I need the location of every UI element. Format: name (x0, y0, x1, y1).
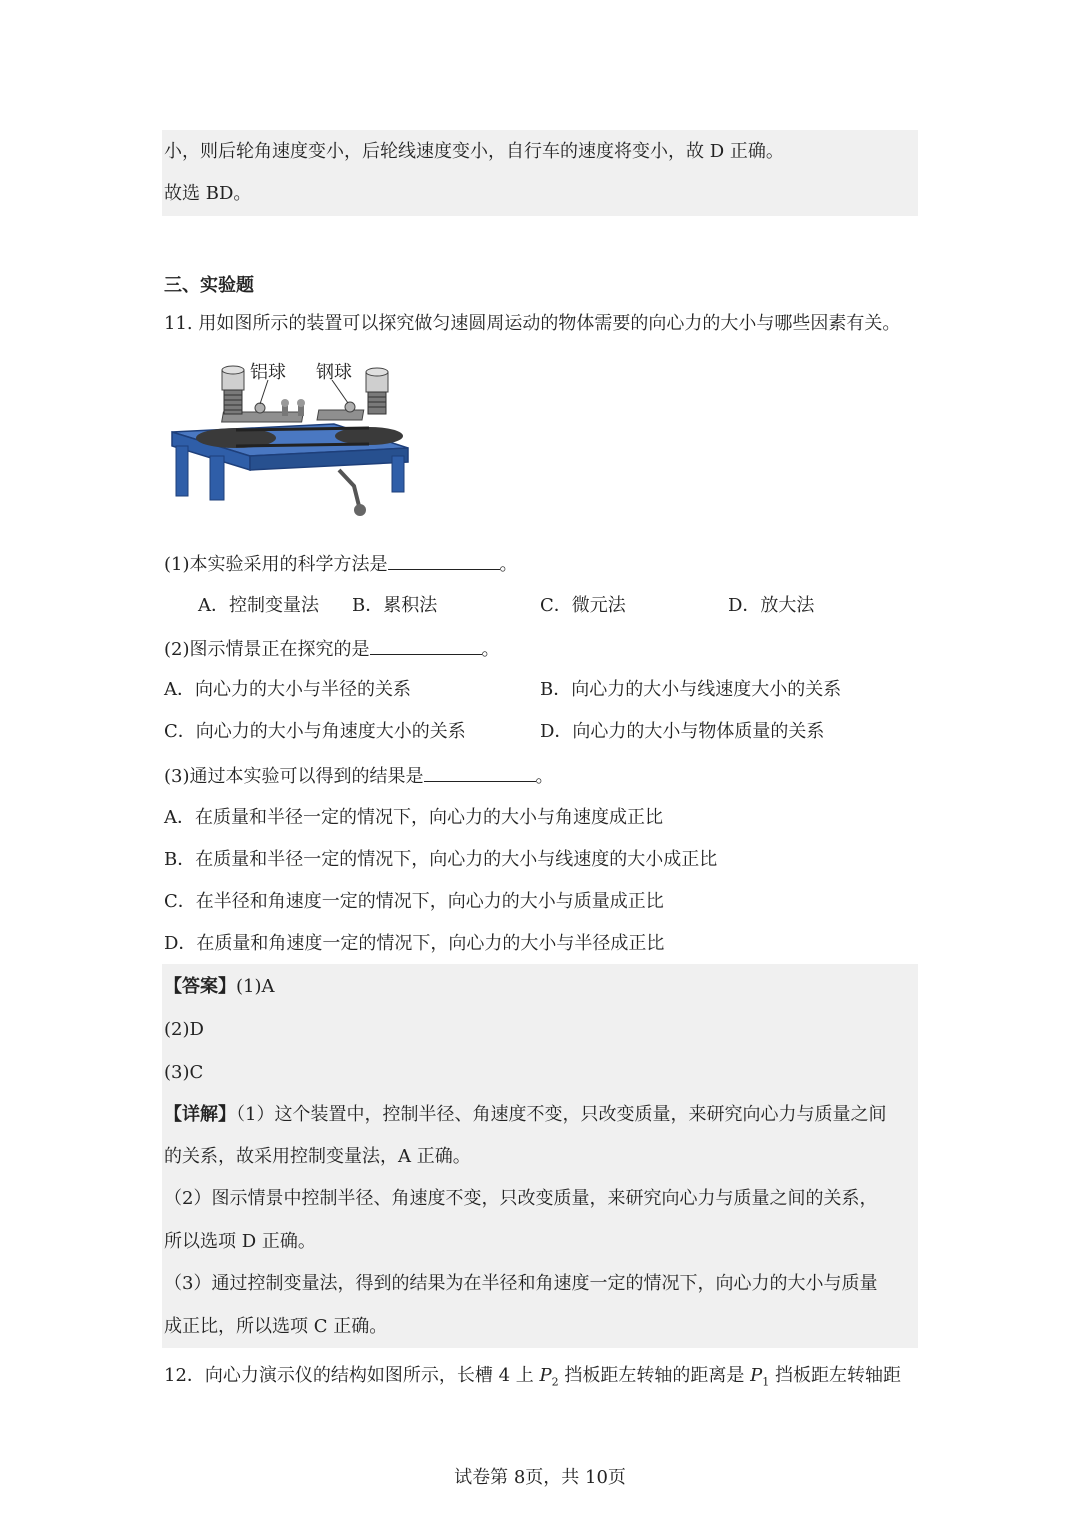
q11-sub2-option-d: D．向心力的大小与物体质量的关系 (540, 721, 825, 742)
detail-line-2: 的关系，故采用控制变量法，A 正确。 (164, 1146, 471, 1167)
q12-p1-subscript: 1 (762, 1375, 770, 1389)
answer-line-1 (164, 975, 275, 999)
answer-3: (3)C (164, 1062, 204, 1083)
detail-text-1: （1）这个装置中，控制半径、角速度不变，只改变质量，来研究向心力与质量之间 (236, 1104, 887, 1125)
q12-p2-symbol: P (539, 1365, 552, 1386)
q11-sub2-option-b: B．向心力的大小与线速度大小的关系 (540, 679, 842, 700)
centripetal-apparatus-illustration (164, 352, 414, 522)
q11-sub3-option-c: C．在半径和角速度一定的情况下，向心力的大小与质量成正比 (164, 891, 664, 912)
answer-label: 【答案】 (164, 976, 236, 997)
page-footer: 试卷第 8页，共 10页 (454, 1467, 626, 1488)
previous-answer-line-2: 故选 BD。 (164, 183, 252, 204)
q11-sub3-option-b: B．在质量和半径一定的情况下，向心力的大小与线速度的大小成正比 (164, 849, 718, 870)
q11-sub2-option-c: C．向心力的大小与角速度大小的关系 (164, 721, 466, 742)
q11-sub2-option-a: A．向心力的大小与半径的关系 (164, 679, 411, 700)
answer-1: (1)A (236, 976, 275, 997)
q11-sub3-prefix: (3)通过本实验可以得到的结果是 (164, 766, 424, 787)
section-title: 三、实验题 (164, 275, 254, 296)
q12-stem (164, 1364, 901, 1395)
detail-line-4: 所以选项 D 正确。 (164, 1231, 316, 1252)
q11-sub3-option-d: D．在质量和角速度一定的情况下，向心力的大小与半径成正比 (164, 933, 665, 954)
q11-stem: 11. 用如图所示的装置可以探究做匀速圆周运动的物体需要的向心力的大小与哪些因素有关。 (164, 313, 901, 334)
q12-p1-symbol: P (750, 1365, 763, 1386)
detail-line-5: （3）通过控制变量法，得到的结果为在半径和角速度一定的情况下，向心力的大小与质量 (164, 1273, 878, 1294)
q12-text-1: 12．向心力演示仪的结构如图所示，长槽 4 上 (164, 1365, 540, 1386)
q11-sub1-prefix: (1)本实验采用的科学方法是 (164, 554, 388, 575)
q11-figure (164, 352, 414, 522)
q11-sub1-option-c: C．微元法 (540, 595, 626, 616)
previous-answer-line-1: 小，则后轮角速度变小，后轮线速度变小，自行车的速度将变小，故 D 正确。 (164, 141, 784, 162)
label-steel-ball: 钢球 (316, 362, 352, 383)
q11-sub3-blank (424, 763, 536, 782)
q11-sub1 (164, 551, 518, 577)
q11-sub3-option-a: A．在质量和半径一定的情况下，向心力的大小与角速度成正比 (164, 807, 663, 828)
detail-label: 【详解】 (164, 1104, 236, 1125)
q12-text-3: 挡板距左转轴距 (769, 1365, 901, 1386)
detail-line-3: （2）图示情景中控制半径、角速度不变，只改变质量，来研究向心力与质量之间的关系， (164, 1188, 878, 1209)
q11-sub1-option-d: D．放大法 (728, 595, 815, 616)
q11-sub1-blank (388, 551, 500, 570)
q11-sub1-suffix: 。 (499, 554, 518, 575)
detail-line-1 (164, 1103, 886, 1127)
q11-sub1-option-a: A．控制变量法 (198, 595, 319, 616)
q11-sub2 (164, 636, 500, 662)
answer-2: (2)D (164, 1019, 204, 1040)
q11-sub2-suffix: 。 (481, 639, 500, 660)
q11-sub2-blank (370, 636, 482, 655)
q11-sub3-suffix: 。 (535, 766, 554, 787)
q11-sub2-prefix: (2)图示情景正在探究的是 (164, 639, 370, 660)
label-aluminum-ball: 铝球 (250, 362, 286, 383)
q12-text-2: 挡板距左转轴的距离是 (558, 1365, 751, 1386)
q11-sub3 (164, 763, 554, 789)
q11-sub1-option-b: B．累积法 (352, 595, 438, 616)
q12-p2-subscript: 2 (551, 1375, 559, 1389)
detail-line-6: 成正比，所以选项 C 正确。 (164, 1316, 388, 1337)
